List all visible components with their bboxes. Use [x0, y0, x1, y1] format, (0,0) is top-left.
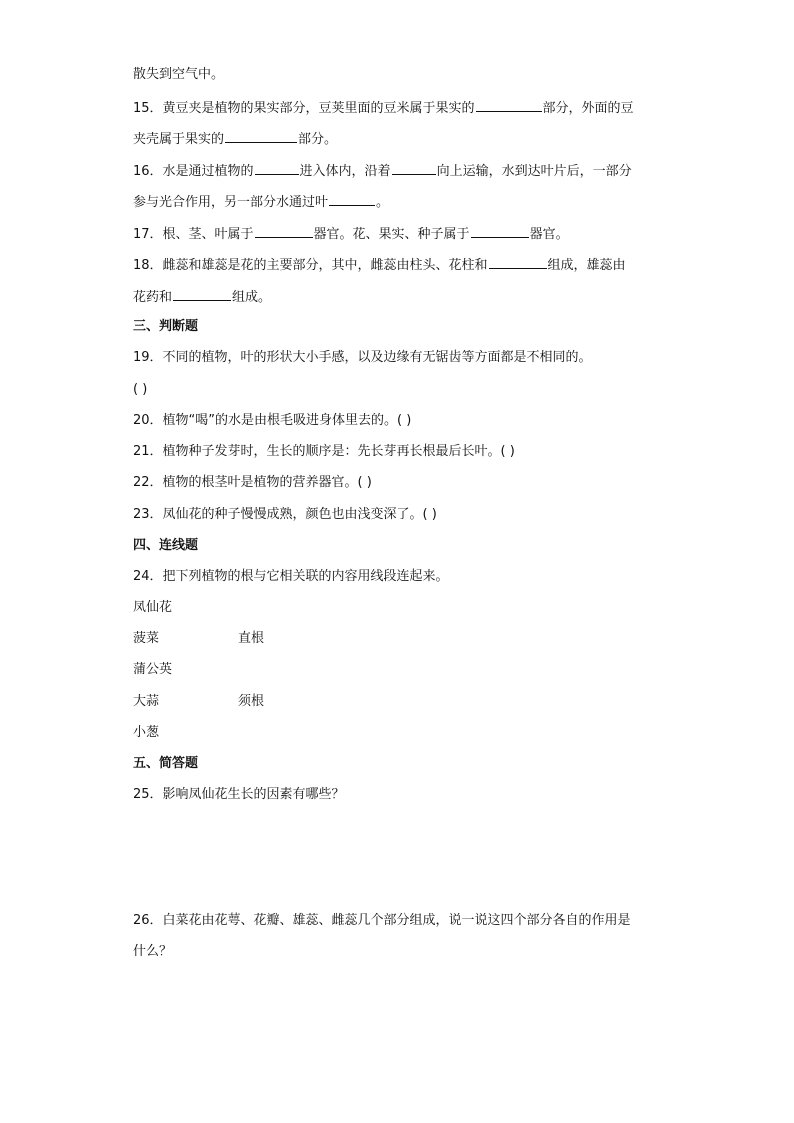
q15-blank-2[interactable]	[225, 129, 297, 143]
q18-text-c: 花药和	[133, 290, 173, 305]
question-17	[133, 224, 569, 244]
q15-text-b: 部分，外面的豆	[542, 101, 634, 116]
q17-text-b: 器官。花、果实、种子属于	[313, 227, 470, 242]
q17-blank-1[interactable]	[255, 224, 313, 238]
question-19: 19．不同的植物，叶的形状大小手感，以及边缘有无锯齿等方面都是不相同的。	[133, 350, 592, 365]
section-heading-judgment: 三、判断题	[133, 319, 199, 334]
q16-text-e: 。	[376, 195, 390, 210]
question-15-line2	[133, 129, 337, 149]
q16-text-c: 向上运输，水到达叶片后，一部分	[436, 164, 632, 179]
q16-blank-2[interactable]	[392, 161, 436, 175]
plant-item[interactable]: 大蒜	[133, 694, 160, 709]
plant-item[interactable]: 菠菜	[133, 631, 160, 646]
question-20: 20．植物“喝”的水是由根毛吸进身体里去的。( )	[133, 413, 412, 428]
question-16-line2	[133, 192, 389, 212]
section-heading-matching: 四、连线题	[133, 538, 199, 553]
q15-text-d: 部分。	[298, 132, 338, 147]
q16-blank-3[interactable]	[329, 192, 375, 206]
q17-blank-2[interactable]	[471, 224, 529, 238]
q18-blank-2[interactable]	[173, 287, 231, 301]
question-18-line2	[133, 287, 271, 307]
plant-item[interactable]: 凤仙花	[133, 600, 173, 615]
question-26-line2: 什么？	[133, 944, 173, 959]
q14-tail: 散失到空气中。	[133, 67, 225, 82]
question-23: 23．凤仙花的种子慢慢成熟，颜色也由浅变深了。( )	[133, 507, 437, 522]
q16-blank-1[interactable]	[255, 161, 299, 175]
question-16-line1	[133, 161, 632, 181]
q18-text-d: 组成。	[232, 290, 272, 305]
q18-blank-1[interactable]	[489, 255, 547, 269]
q17-text-a: 17．根、茎、叶属于	[133, 227, 254, 242]
question-19-answer-paren[interactable]: ( )	[133, 382, 148, 397]
q15-blank-1[interactable]	[476, 98, 542, 112]
q16-text-a: 16．水是通过植物的	[133, 164, 254, 179]
plant-item[interactable]: 蒲公英	[133, 662, 173, 677]
question-18-line1	[133, 255, 626, 275]
question-21: 21．植物种子发芽时，生长的顺序是：先长芽再长根最后长叶。( )	[133, 444, 515, 459]
root-type-item[interactable]: 直根	[238, 631, 265, 646]
q17-text-c: 器官。	[529, 227, 569, 242]
q16-text-b: 进入体内，沿着	[299, 164, 391, 179]
question-24: 24．把下列植物的根与它相关联的内容用线段连起来。	[133, 569, 449, 584]
question-15-line1	[133, 98, 634, 118]
question-25: 25．影响凤仙花生长的因素有哪些？	[133, 787, 345, 802]
q18-text-b: 组成，雄蕊由	[547, 258, 626, 273]
question-26-line1: 26．白菜花由花萼、花瓣、雄蕊、雌蕊几个部分组成，说一说这四个部分各自的作用是	[133, 913, 631, 928]
question-22: 22．植物的根茎叶是植物的营养器官。( )	[133, 475, 372, 490]
q15-text-a: 15．黄豆夹是植物的果实部分，豆荚里面的豆米属于果实的	[133, 101, 475, 116]
q16-text-d: 参与光合作用，另一部分水通过叶	[133, 195, 329, 210]
section-heading-short-answer: 五、简答题	[133, 756, 199, 771]
root-type-item[interactable]: 须根	[238, 694, 265, 709]
plant-item[interactable]: 小葱	[133, 725, 160, 740]
q18-text-a: 18．雌蕊和雄蕊是花的主要部分，其中，雌蕊由柱头、花柱和	[133, 258, 488, 273]
q15-text-c: 夹壳属于果实的	[133, 132, 225, 147]
